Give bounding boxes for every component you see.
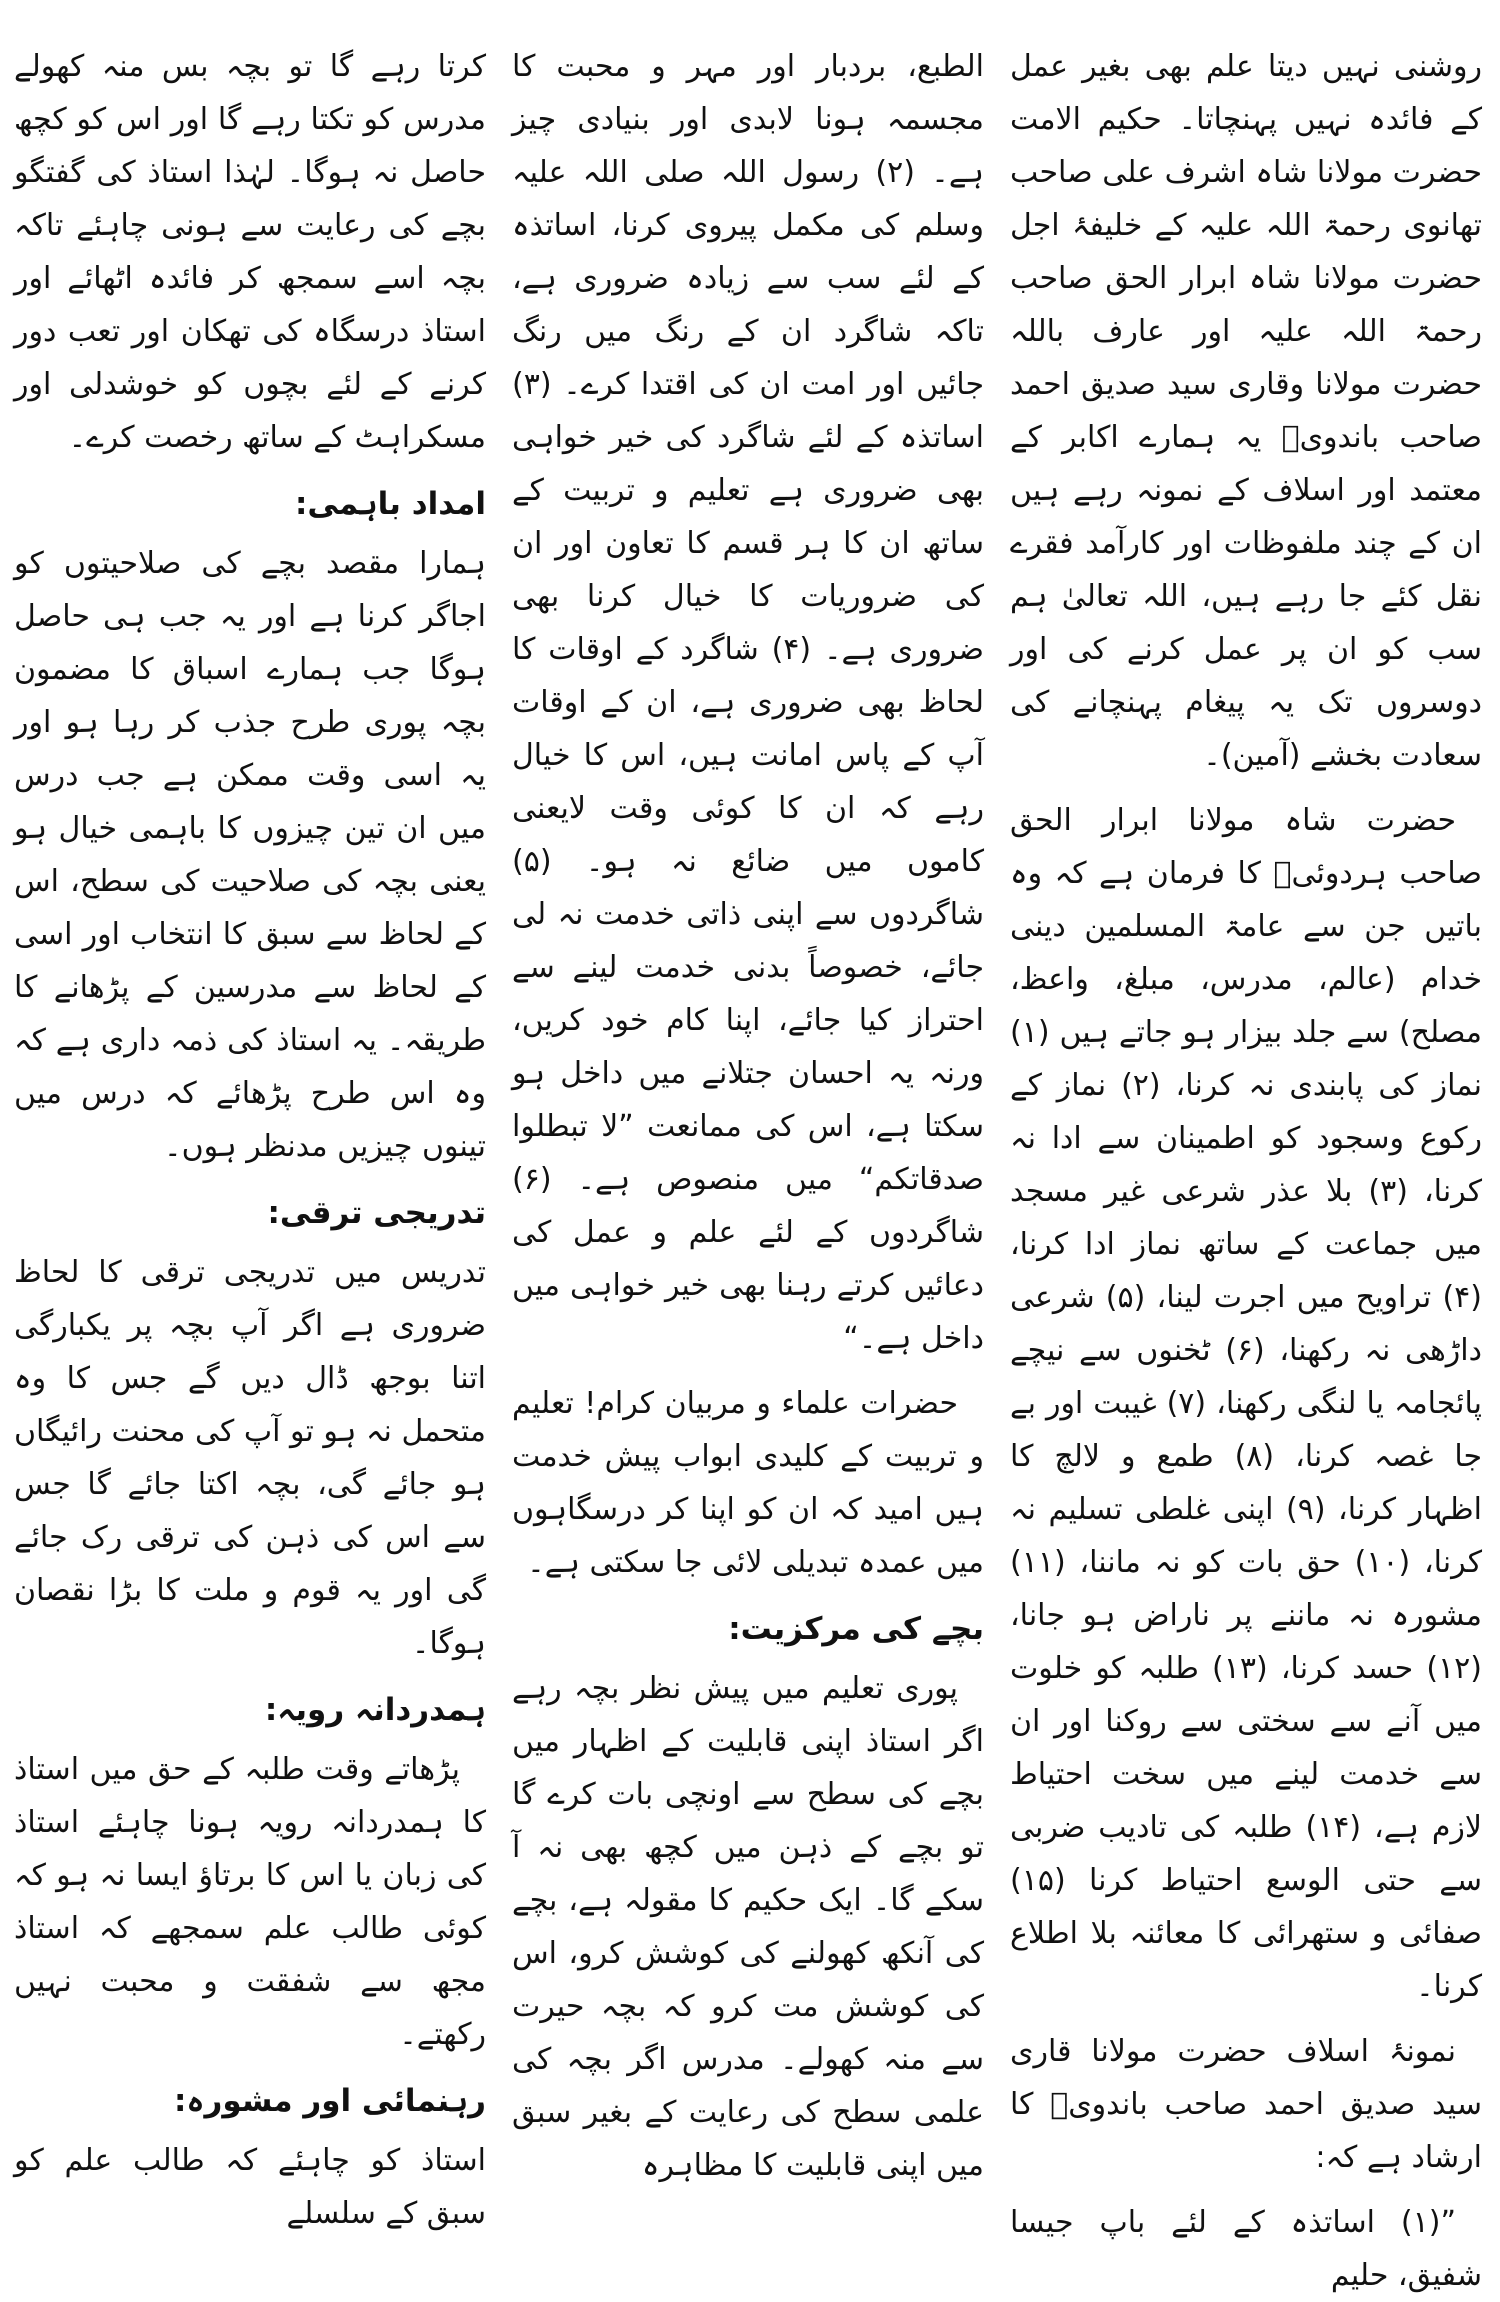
- heading-mutual-help: امداد باہمی:: [294, 486, 486, 522]
- paragraph-child-centrality-cont: کرتا رہے گا تو بچہ بس منہ کھولے مدرس کو تکتا رہے گا اور اس کو کچھ حاصل نہ ہوگا۔ لہٰذا استاذ کی گفتگو بچے کی رعایت سے ہونی چاہئے تاکہ بچہ اسے سمجھ کر فائدہ اٹھائے اور استاذ درسگاہ کی تھکان اور تعب دور کرنے کے لئے بچوں کو خوشدلی اور مسکراہٹ کے ساتھ رخصت کرے۔: [14, 49, 486, 455]
- heading-gradual-progress: تدریجی ترقی:: [267, 1195, 486, 1231]
- paragraph-bandvi-intro: نمونۂ اسلاف حضرت مولانا قاری سید صدیق احمد صاحب باندویؒ کا ارشاد ہے کہ:: [1010, 2034, 1482, 2175]
- column-right: [1010, 40, 1483, 2293]
- column-middle: [512, 40, 984, 2200]
- heading-guidance-counsel: رہنمائی اور مشورہ:: [174, 2083, 486, 2119]
- paragraph-guidance-counsel: استاذ کو چاہئے کہ طالب علم کو سبق کے سلسلے: [14, 2143, 486, 2231]
- paragraph-gradual-progress: تدریس میں تدریجی ترقی کا لحاظ ضروری ہے اگر آپ بچہ پر یکبارگی اتنا بوجھ ڈال دیں گے جس کا وہ متحمل نہ ہو تو آپ کی محنت رائیگاں ہو جائے گی، بچہ اکتا جائے گا جس سے اس کی ذہن کی ترقی رک جائے گی اور یہ قوم و ملت کا بڑا نقصان ہوگا۔: [14, 1255, 486, 1661]
- paragraph-sympathetic-attitude: پڑھاتے وقت طلبہ کے حق میں استاذ کا ہمدردانہ رویہ ہونا چاہئے استاذ کی زبان یا اس کا برتاؤ ایسا نہ ہو کہ کوئی طالب علم سمجھے کہ استاذ مجھ سے شفقت و محبت نہیں رکھتے۔: [14, 1752, 486, 2052]
- paragraph-hardoi-sayings: حضرت شاہ مولانا ابرار الحق صاحب ہردوئیؒ کا فرمان ہے کہ وہ باتیں جن سے عامۃ المسلمین دینی خدام (عالم، مدرس، مبلغ، واعظ، مصلح) سے جلد بیزار ہو جاتے ہیں (۱) نماز کی پابندی نہ کرنا، (۲) نماز کے رکوع وسجود کو اطمینان سے ادا نہ کرنا، (۳) بلا عذر شرعی غیر مسجد میں جماعت کے ساتھ نماز ادا کرنا، (۴) تراویح میں اجرت لینا، (۵) شرعی داڑھی نہ رکھنا، (۶) ٹخنوں سے نیچے پائجامہ یا لنگی رکھنا، (۷) غیبت اور بے جا غصہ کرنا، (۸) طمع و لالچ کا اظہار کرنا، (۹) اپنی غلطی تسلیم نہ کرنا، (۱۰) حق بات کو نہ ماننا، (۱۱) مشورہ نہ ماننے پر ناراض ہو جانا، (۱۲) حسد کرنا، (۱۳) طلبہ کو خلوت میں آنے سے سختی سے روکنا اور ان سے خدمت لینے میں سخت احتیاط لازم ہے، (۱۴) طلبہ کی تادیب ضربی سے حتی الوسع احتیاط کرنا (۱۵) صفائی و ستھرائی کا معائنہ بلا اطلاع کرنا۔: [1010, 803, 1483, 2004]
- heading-child-centrality: بچے کی مرکزیت:: [728, 1611, 984, 1647]
- paragraph-intro: روشنی نہیں دیتا علم بھی بغیر عمل کے فائدہ نہیں پہنچاتا۔ حکیم الامت حضرت مولانا شاہ اشرف علی صاحب تھانوی رحمۃ اللہ علیہ کے خلیفۂ اجل حضرت مولانا شاہ ابرار الحق صاحب رحمۃ اللہ علیہ اور عارف باللہ حضرت مولانا وقاری سید صدیق احمد صاحب باندویؒ یہ ہمارے اکابر کے معتمد اور اسلاف کے نمونہ رہے ہیں ان کے چند ملفوظات اور کارآمد فقرے نقل کئے جا رہے ہیں، اللہ تعالیٰ ہم سب کو ان پر عمل کرنے کی اور دوسروں تک یہ پیغام پہنچانے کی سعادت بخشے (آمین)۔: [1010, 49, 1482, 773]
- paragraph-child-centrality: پوری تعلیم میں پیش نظر بچہ رہے اگر استاذ اپنی قابلیت کے اظہار میں بچے کی سطح سے اونچی بات کرے گا تو بچے کے ذہن میں کچھ بھی نہ آ سکے گا۔ ایک حکیم کا مقولہ ہے، بچے کی آنکھ کھولنے کی کوشش کرو، اس کی کوشش مت کرو کہ بچہ حیرت سے منہ کھولے۔ مدرس اگر بچہ کی علمی سطح کی رعایت کے بغیر سبق میں اپنی قابلیت کا مظاہرہ: [512, 1671, 984, 2183]
- heading-sympathetic-attitude: ہمدردانہ رویہ:: [264, 1692, 486, 1728]
- column-left: [14, 40, 486, 2231]
- paragraph-ulama-address: حضرات علماء و مربیان کرام! تعلیم و تربیت کے کلیدی ابواب پیش خدمت ہیں امید کہ ان کو اپنا کر درسگاہوں میں عمدہ تبدیلی لائی جا سکتی ہے۔: [512, 1386, 984, 1580]
- paragraph-bandvi-quote-cont: الطبع، بردبار اور مہر و محبت کا مجسمہ ہونا لابدی اور بنیادی چیز ہے۔ (۲) رسول اللہ صلی اللہ علیہ وسلم کی مکمل پیروی کرنا، اساتذہ کے لئے سب سے زیادہ ضروری ہے، تاکہ شاگرد ان کے رنگ میں رنگ جائیں اور امت ان کی اقتدا کرے۔ (۳) اساتذہ کے لئے شاگرد کی خیر خواہی بھی ضروری ہے تعلیم و تربیت کے ساتھ ان کا ہر قسم کا تعاون اور ان کی ضروریات کا خیال کرنا بھی ضروری ہے۔ (۴) شاگرد کے اوقات کا لحاظ بھی ضروری ہے، ان کے اوقات آپ کے پاس امانت ہیں، اس کا خیال رہے کہ ان کا کوئی وقت لایعنی کاموں میں ضائع نہ ہو۔ (۵) شاگردوں سے اپنی ذاتی خدمت نہ لی جائے، خصوصاً بدنی خدمت لینے سے احتراز کیا جائے، اپنا کام خود کریں، ورنہ یہ احسان جتلانے میں داخل ہو سکتا ہے، اس کی ممانعت ”لا تبطلوا صدقاتکم“ میں منصوص ہے۔ (۶) شاگردوں کے لئے علم و عمل کی دعائیں کرتے رہنا بھی خیر خواہی میں داخل ہے۔“: [512, 49, 984, 1356]
- paragraph-bandvi-quote-start: ”(۱) اساتذہ کے لئے باپ جیسا شفیق، حلیم: [1010, 2205, 1482, 2293]
- paragraph-mutual-help: ہمارا مقصد بچے کی صلاحیتوں کو اجاگر کرنا ہے اور یہ جب ہی حاصل ہوگا جب ہمارے اسباق کا مضمون بچہ پوری طرح جذب کر رہا ہو اور یہ اسی وقت ممکن ہے جب درس میں ان تین چیزوں کا باہمی خیال ہو یعنی بچہ کی صلاحیت کی سطح، اس کے لحاظ سے سبق کا انتخاب اور اسی کے لحاظ سے مدرسین کے پڑھانے کا طریقہ۔ یہ استاذ کی ذمہ داری ہے کہ وہ اس طرح پڑھائے کہ درس میں تینوں چیزیں مدنظر ہوں۔: [14, 546, 486, 1164]
